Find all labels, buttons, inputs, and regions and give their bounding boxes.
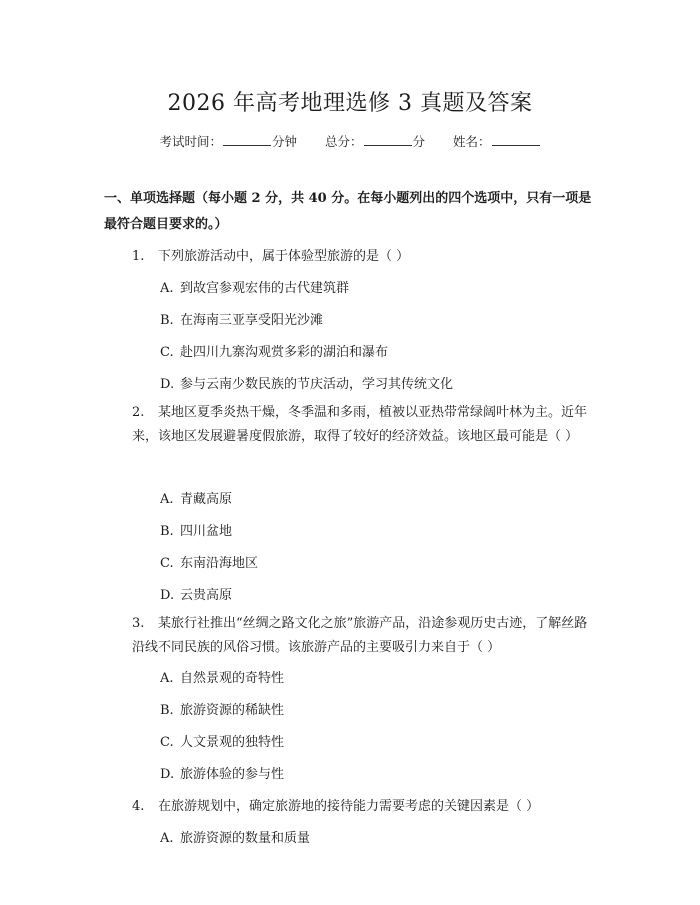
question-3 [104,612,600,660]
option-text: 旅游资源的数量和质量 [180,831,311,846]
option-letter: D. [160,377,175,392]
option-letter: A. [160,831,174,846]
option-text: 旅游体验的参与性 [180,767,285,782]
q4-option-a[interactable] [160,827,310,846]
score-unit: 分 [412,134,426,149]
exam-info-line [0,132,700,150]
q3-option-b[interactable] [160,699,284,718]
time-field [159,134,301,149]
option-text: 到故宫参观宏伟的古代建筑群 [180,281,350,296]
option-text: 青藏高原 [180,492,233,507]
option-text: 参与云南少数民族的节庆活动，学习其传统文化 [180,377,454,392]
option-text: 在海南三亚享受阳光沙滩 [180,313,324,328]
option-letter: B. [160,313,174,328]
question-text: 某地区夏季炎热干燥，冬季温和多雨，植被以亚热带常绿阔叶林为主。近年来，该地区发展避暑度假旅游，取得了较好的经济效益。该地区最可能是（ ） [132,405,588,444]
q2-option-b[interactable] [160,520,232,539]
option-letter: A. [160,492,174,507]
name-label: 姓名： [453,134,491,149]
option-text: 赴四川九寨沟观赏多彩的湖泊和瀑布 [180,345,389,360]
q2-option-d[interactable] [160,584,232,603]
option-text: 旅游资源的稀缺性 [180,703,285,718]
q1-option-b[interactable] [160,309,323,328]
question-number: 3. [132,616,145,631]
question-number: 1. [132,249,145,264]
option-letter: B. [160,524,174,539]
q2-option-c[interactable] [160,552,258,571]
question-2 [104,401,600,449]
time-unit: 分钟 [271,134,297,149]
option-letter: C. [160,345,174,360]
time-blank[interactable] [223,133,271,146]
question-number: 4. [132,799,145,814]
option-letter: D. [160,767,175,782]
q1-option-c[interactable] [160,341,388,360]
question-text: 下列旅游活动中，属于体验型旅游的是（ ） [158,249,410,264]
question-text: 在旅游规划中，确定旅游地的接待能力需要考虑的关键因素是（ ） [158,799,540,814]
name-blank[interactable] [492,133,540,146]
option-letter: C. [160,735,174,750]
time-label: 考试时间： [159,134,222,149]
q1-option-a[interactable] [160,277,349,296]
score-blank[interactable] [364,133,412,146]
page-title: 2026 年高考地理选修 3 真题及答案 [167,91,533,116]
option-text: 云贵高原 [180,588,233,603]
section-heading: 一、单项选择题（每小题 2 分，共 40 分。在每小题列出的四个选项中，只有一项是最符合题目要求的。） [104,191,592,232]
question-number: 2. [132,405,145,420]
question-4 [132,795,539,814]
option-letter: B. [160,703,174,718]
option-letter: A. [160,281,174,296]
q3-option-a[interactable] [160,667,284,686]
option-text: 四川盆地 [180,524,233,539]
option-text: 东南沿海地区 [180,556,259,571]
q1-option-d[interactable] [160,373,453,392]
question-1 [132,245,409,264]
q3-option-d[interactable] [160,763,284,782]
option-text: 人文景观的独特性 [180,735,285,750]
option-letter: C. [160,556,174,571]
q3-option-c[interactable] [160,731,284,750]
name-field [453,134,541,149]
q2-option-a[interactable] [160,488,232,507]
score-label: 总分： [324,134,363,149]
option-letter: A. [160,671,174,686]
score-field [325,134,429,149]
option-text: 自然景观的奇特性 [180,671,285,686]
option-letter: D. [160,588,175,603]
question-text: 某旅行社推出“丝绸之路文化之旅”旅游产品，沿途参观历史古迹，了解丝路沿线不同民族的风俗习惯。该旅游产品的主要吸引力来自于（ ） [132,616,588,655]
